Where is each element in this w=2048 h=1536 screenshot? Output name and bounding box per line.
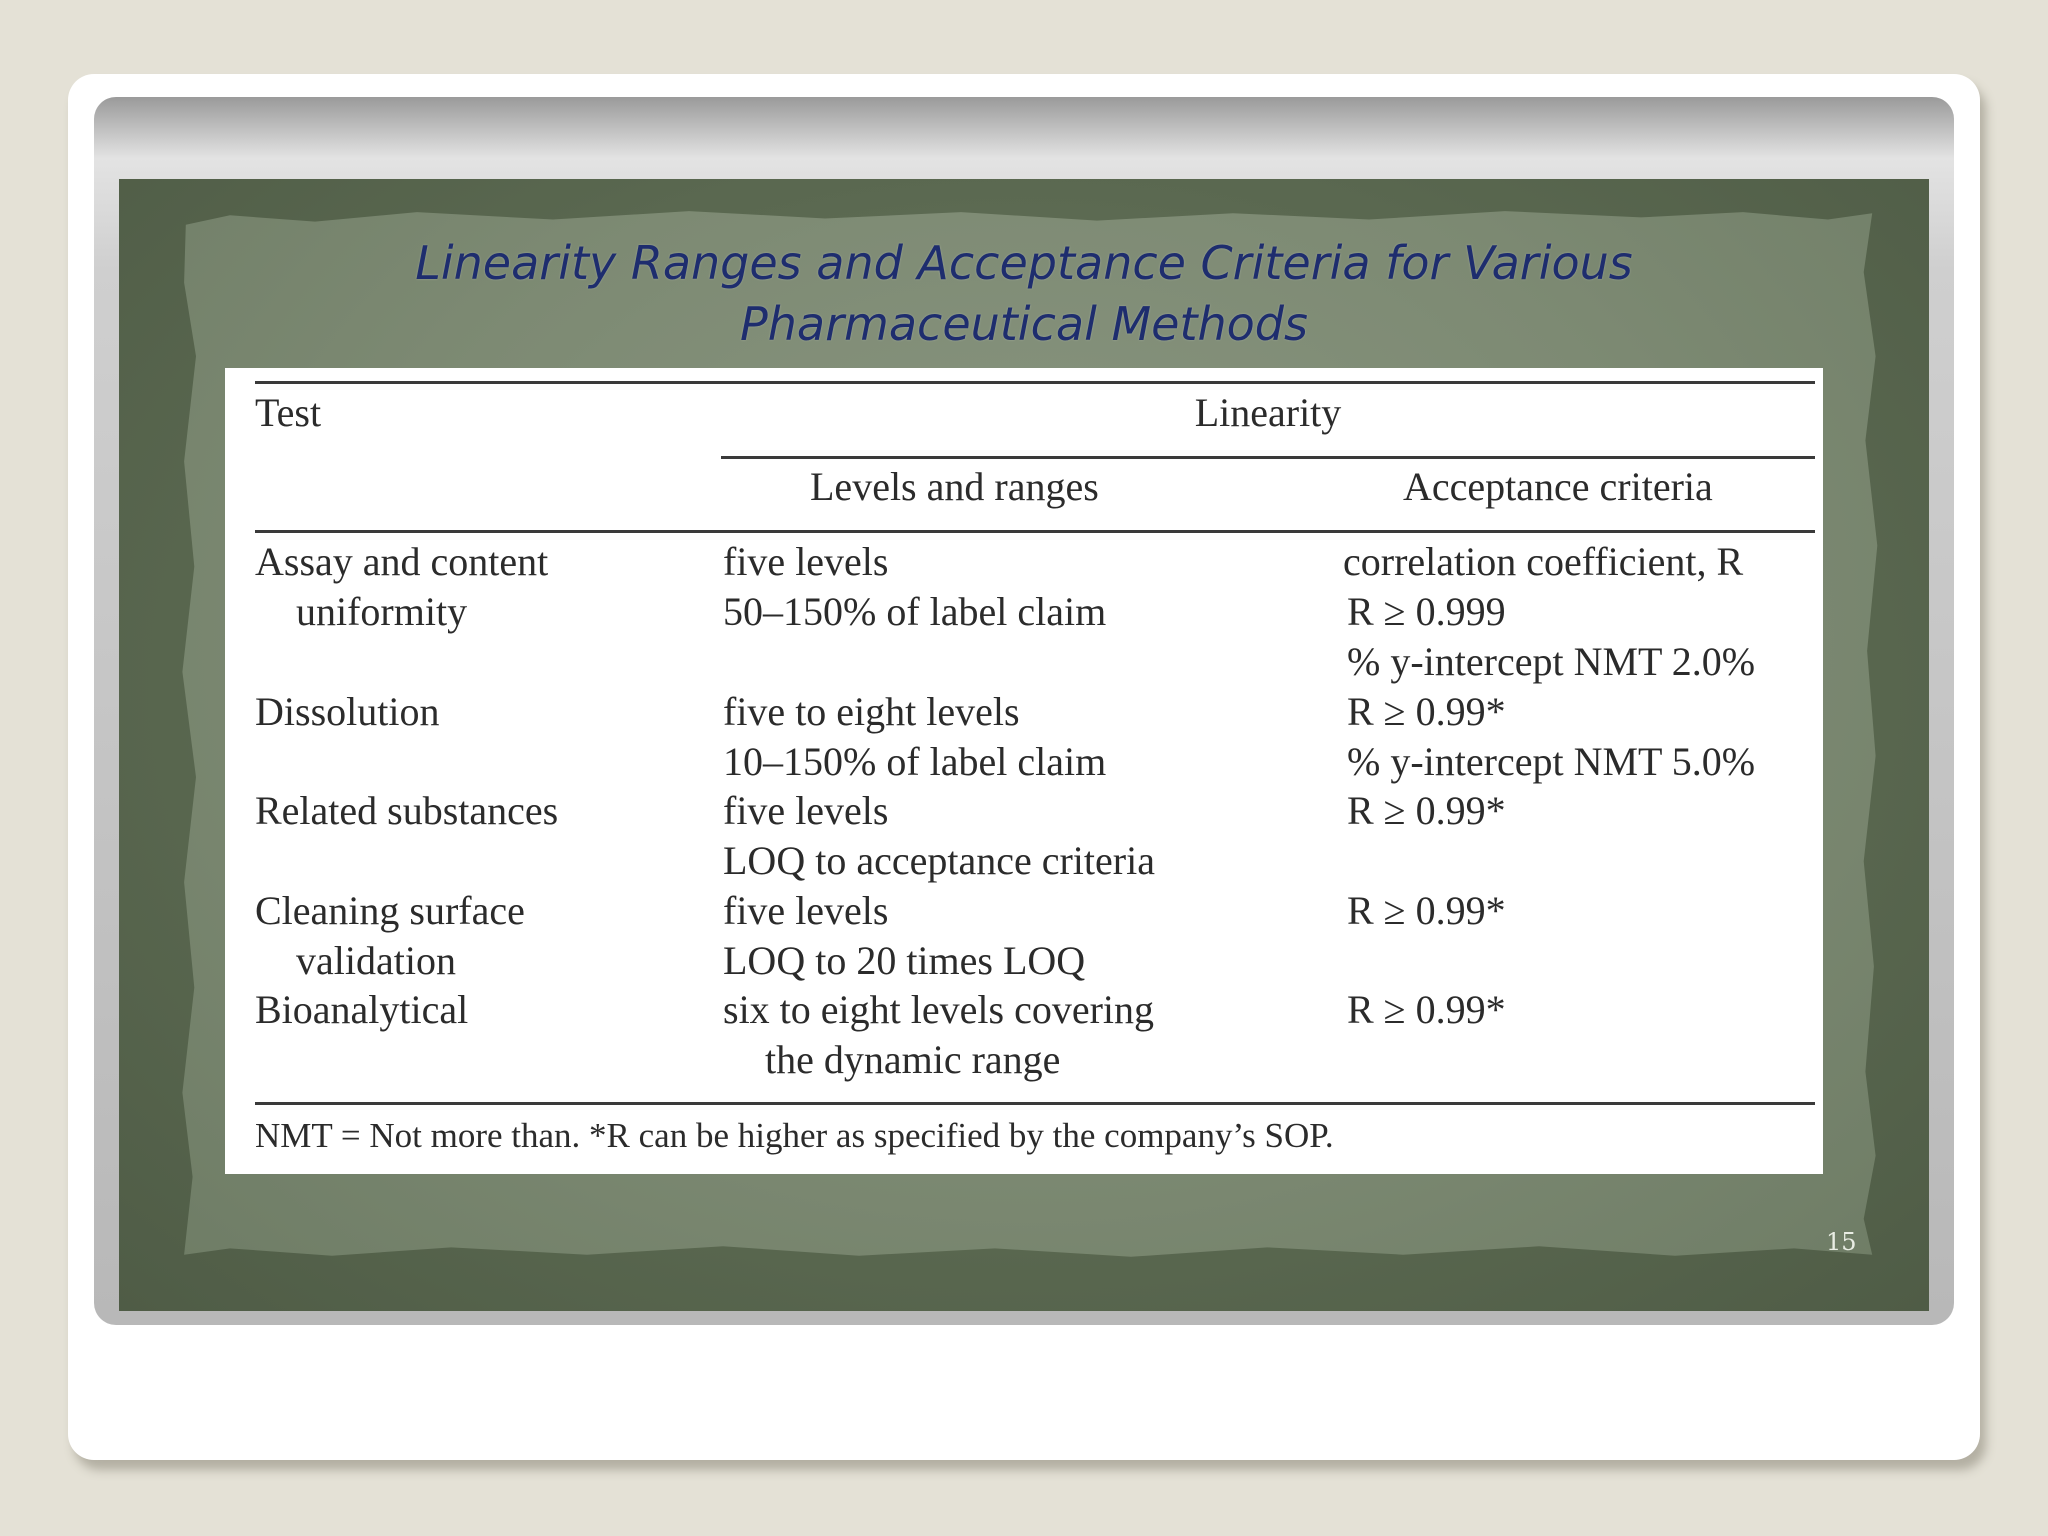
table-row-1-criteria-line-3: % y-intercept NMT 2.0% <box>1347 639 1756 684</box>
slide-title <box>119 233 1929 355</box>
table-footnote: NMT = Not more than. *R can be higher as specified by the company’s SOP. <box>255 1116 1334 1155</box>
table-row-4-test-line-2: validation <box>296 938 456 983</box>
table-bottom-rule <box>255 1102 1815 1105</box>
table-row-2-test: Dissolution <box>255 689 440 734</box>
header-bottom-rule <box>255 530 1815 533</box>
header-levels-and-ranges: Levels and ranges <box>810 464 1099 509</box>
table-row-3-levels-line-1: five levels <box>723 788 889 833</box>
header-linearity: Linearity <box>1194 390 1342 435</box>
table-row-2-criteria-line-1: R ≥ 0.99* <box>1347 689 1506 734</box>
table-row-4-test-line-1: Cleaning surface <box>255 888 525 933</box>
table-row-1-criteria-line-1: correlation coefficient, R <box>1343 539 1744 584</box>
table-row-3-criteria: R ≥ 0.99* <box>1347 788 1506 833</box>
table-row-3-test: Related substances <box>255 788 559 833</box>
table-row-4-levels-line-2: LOQ to 20 times LOQ <box>723 938 1086 983</box>
table-row-5-test: Bioanalytical <box>255 987 469 1032</box>
slide-title-line-2: Pharmaceutical Methods <box>740 297 1308 351</box>
page-number: 15 <box>1826 1228 1857 1256</box>
table-row-1-levels-line-1: five levels <box>723 539 889 584</box>
table-row-4-levels-line-1: five levels <box>723 888 889 933</box>
header-acceptance-criteria: Acceptance criteria <box>1403 464 1713 509</box>
table-row-1-test-line-2: uniformity <box>296 589 468 634</box>
linearity-header-rule <box>721 456 1815 459</box>
table-row-5-levels-line-1: six to eight levels covering <box>723 987 1155 1032</box>
table-row-4-criteria: R ≥ 0.99* <box>1347 888 1506 933</box>
table-row-5-criteria: R ≥ 0.99* <box>1347 987 1506 1032</box>
header-test: Test <box>255 390 322 435</box>
table-row-1-criteria-line-2: R ≥ 0.999 <box>1347 589 1506 634</box>
table-top-rule <box>255 381 1815 384</box>
table-row-1-test-line-1: Assay and content <box>255 539 549 584</box>
table-row-2-criteria-line-2: % y-intercept NMT 5.0% <box>1347 739 1756 784</box>
table-row-5-levels-line-2: the dynamic range <box>765 1037 1061 1082</box>
table-row-2-levels-line-2: 10–150% of label claim <box>723 739 1107 784</box>
linearity-table <box>225 368 1823 1174</box>
table-row-1-levels-line-2: 50–150% of label claim <box>723 589 1107 634</box>
table-row-3-levels-line-2: LOQ to acceptance criteria <box>723 838 1155 883</box>
table-row-2-levels-line-1: five to eight levels <box>723 689 1020 734</box>
slide-title-line-1: Linearity Ranges and Acceptance Criteria for Various <box>415 236 1633 290</box>
